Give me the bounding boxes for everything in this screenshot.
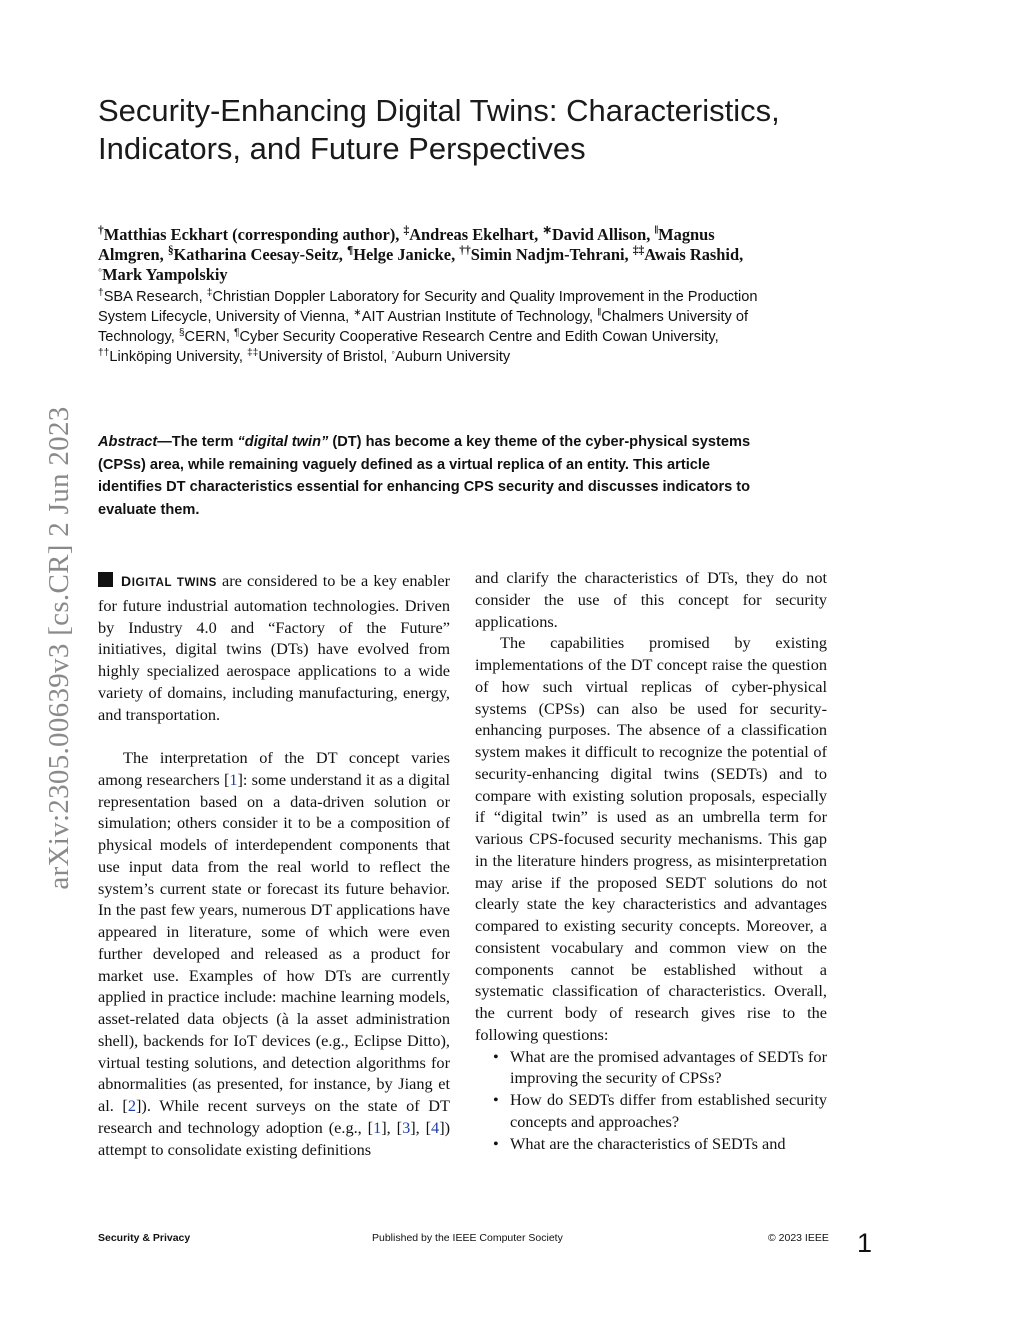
affiliation-mark: †† — [98, 347, 110, 359]
author-mark: ‖ — [654, 224, 659, 237]
author-mark: †† — [459, 244, 471, 257]
paragraph-text: are considered to be a key enabler for future industrial automation technologies. Driven by Industry 4.0 and “Factory of the Future” initiatives, digital twins (DTs) have evolved from highly specialized aerospace applications to a wide variety of domains, including manufacturing, energy, and transportation. — [98, 571, 450, 724]
affiliation-text: Auburn University — [395, 349, 511, 365]
abstract-line-1 — [98, 431, 828, 454]
abstract-line-3: identifies DT characteristics essential for enhancing CPS security and discusses indicators to — [98, 479, 751, 496]
paper-title — [98, 92, 878, 168]
list-item: • What are the promised advantages of SEDTs for improving the security of CPSs? — [510, 1046, 827, 1090]
authors-line-1 — [98, 225, 838, 245]
affiliation-text: Cyber Security Cooperative Research Centre and Edith Cowan University, — [239, 329, 719, 345]
affiliation-text: University of Bristol, — [258, 349, 392, 365]
paragraph-text: ], [ — [381, 1117, 403, 1137]
author-name: Katharina Ceesay-Seitz, — [173, 245, 347, 264]
body-column-right — [475, 567, 827, 1154]
list-item: • What are the characteristics of SEDTs and — [510, 1133, 827, 1155]
lead-word-rest: IGITAL TWINS — [131, 577, 217, 589]
abstract-text: (DT) has become a key theme of the cyber-physical systems — [328, 434, 751, 450]
body-paragraph: The capabilities promised by existing implementations of the DT concept raise the question of how such virtual replicas of cyber-physical systems (CPSs) can also be used for security-enhancing purposes. The absence of a classification system makes it difficult to recognize the potential of security-enhancing digital twins (SEDTs) and to compare with existing solution proposals, especially if “digital twin” is used as an umbrella term for various CPS-focused security mechanisms. This gap in the literature hinders progress, as misinterpretation may arise if the proposed SEDT solutions do not clearly state the key characteristics and advantages compared to existing security concepts. Moreover, a consistent vocabulary and common view on the components cannot be established without a systematic classification of characteristics. Overall, the current body of research gives rise to the following questions: — [475, 633, 827, 1044]
affiliation-mark: ∗ — [353, 307, 362, 319]
body-paragraph — [98, 747, 450, 1160]
abstract-line-4: evaluate them. — [98, 502, 200, 519]
affiliation-text: SBA Research, — [103, 289, 207, 305]
author-name: Almgren, — [98, 245, 168, 264]
affiliations-line-2 — [98, 307, 838, 327]
abstract-line-2: (CPSs) area, while remaining vaguely defined as a virtual replica of an entity. This article — [98, 456, 711, 473]
affiliations-line-4 — [98, 347, 838, 367]
author-name: Andreas Ekelhart, — [409, 225, 543, 244]
paragraph-text: The interpretation of the DT concept varies among researchers [ — [98, 748, 450, 789]
author-mark: ∗ — [542, 224, 552, 237]
citation-link[interactable]: 4 — [431, 1117, 440, 1137]
list-item: • How do SEDTs differ from established security concepts and approaches? — [510, 1089, 827, 1133]
title-line-2: Indicators, and Future Perspectives — [98, 131, 586, 166]
lead-word-initial: D — [121, 573, 132, 589]
author-name: Matthias Eckhart (corresponding author), — [103, 225, 404, 244]
authors-line-3 — [98, 265, 838, 285]
affiliation-mark: ◦ — [391, 347, 395, 359]
citation-link[interactable]: 3 — [402, 1117, 411, 1137]
body-paragraph: and clarify the characteristics of DTs, they do not consider the use of this concept for security applications. — [475, 568, 827, 631]
body-paragraph — [98, 570, 450, 725]
affiliation-text: System Lifecycle, University of Vienna, — [98, 309, 354, 325]
footer-publisher: Published by the IEEE Computer Society — [372, 1232, 563, 1244]
affiliations-line-1 — [98, 287, 838, 307]
affiliation-mark: † — [98, 287, 104, 299]
paragraph-text: ], [ — [410, 1117, 432, 1137]
author-mark: † — [98, 224, 104, 237]
citation-link[interactable]: 1 — [229, 769, 238, 789]
affiliation-mark: ‡‡ — [247, 347, 259, 359]
author-name: David Allison, — [551, 225, 655, 244]
author-mark: § — [167, 244, 174, 257]
title-line-1: Security-Enhancing Digital Twins: Characteristics, — [98, 93, 780, 128]
author-name: Awais Rashid, — [644, 245, 744, 264]
affiliation-text: Technology, — [98, 329, 179, 345]
paragraph-text: ]: some understand it as a digital representation based on a data-driven solution or simulation; others consider it to be a composition of physical models of interdependent components that use input data from the real world to reflect the system’s current state or forecast its future behavior. In the past few years, numerous DT applications have appeared in literature, some of which were even further developed and released as a product for market use. Examples of how DTs are currently applied in practice include: machine learning models, asset-related data objects (à la asset administration shell), backends for IoT devices (e.g., Eclipse Ditto), virtual testing solutions, and detection algorithms for abnormalities (as presented, for instance, by Jiang et al. [ — [98, 769, 450, 1115]
paragraph-text: ]) attempt to consolidate existing definitions — [98, 1117, 451, 1159]
citation-link[interactable]: 2 — [127, 1096, 136, 1115]
body-column-left — [98, 570, 450, 1160]
footer-copyright: © 2023 IEEE — [768, 1232, 829, 1244]
affiliation-text: CERN, — [184, 329, 235, 345]
footer-journal: Security & Privacy — [98, 1232, 191, 1244]
abstract-label: Abstract — [98, 434, 158, 450]
affiliation-text: Chalmers University of — [601, 309, 749, 325]
paragraph-text: ]). While recent surveys on the state of DT research and technology adoption (e.g., [ — [98, 1096, 451, 1137]
author-name: Helge Janicke, — [353, 245, 460, 264]
author-name: Magnus — [658, 225, 715, 244]
page-number: 1 — [857, 1228, 873, 1258]
affiliation-text: Linköping University, — [109, 349, 247, 365]
author-name: Simin Nadjm-Tehrani, — [470, 245, 633, 264]
abstract-term: “digital twin” — [237, 434, 329, 450]
citation-link[interactable]: 1 — [373, 1117, 382, 1137]
author-mark: ‡ — [403, 224, 410, 237]
author-mark: ‡‡ — [632, 244, 645, 257]
abstract — [98, 431, 828, 522]
author-name: Mark Yampolskiy — [102, 265, 228, 284]
author-list — [98, 225, 838, 285]
section-marker-square — [98, 572, 113, 587]
affiliation-list — [98, 287, 838, 367]
affiliation-mark: ‡ — [206, 287, 213, 299]
affiliation-text: AIT Austrian Institute of Technology, — [361, 309, 598, 325]
author-mark: ¶ — [347, 244, 354, 257]
affiliation-mark: ‖ — [597, 307, 602, 319]
affiliation-mark: ¶ — [234, 327, 240, 339]
authors-line-2 — [98, 245, 838, 265]
question-list — [475, 1046, 827, 1155]
affiliation-mark: § — [178, 327, 185, 339]
arxiv-identifier: arXiv:2305.00639v3 [cs.CR] 2 Jun 2023 — [43, 406, 75, 890]
author-mark: ◦ — [98, 264, 103, 277]
abstract-text: —The term — [157, 434, 238, 450]
affiliations-line-3 — [98, 327, 838, 347]
affiliation-text: Christian Doppler Laboratory for Security and Quality Improvement in the Production — [212, 289, 758, 305]
